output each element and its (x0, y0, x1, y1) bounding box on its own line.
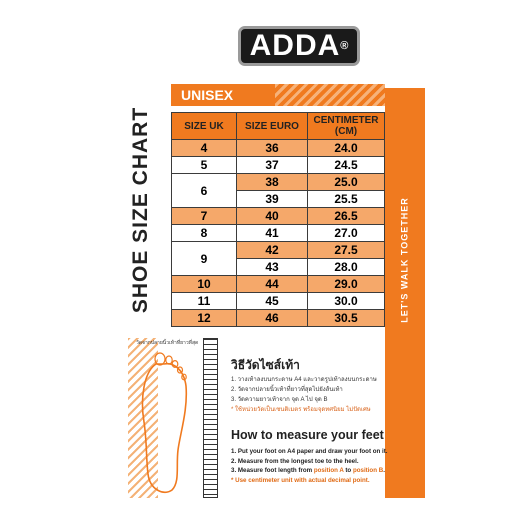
cell-uk: 6 (172, 174, 237, 208)
cell-cm: 27.0 (308, 225, 385, 242)
cell-euro: 39 (237, 191, 308, 208)
cell-uk: 4 (172, 140, 237, 157)
foot-diagram-label: วัดจากปลายนิ้วเท้าที่ยาวที่สุด (136, 340, 199, 346)
category-bar (171, 84, 385, 106)
cell-uk: 12 (172, 310, 237, 327)
cell-cm: 29.0 (308, 276, 385, 293)
cell-cm: 30.5 (308, 310, 385, 327)
category-label: UNISEX (181, 87, 234, 103)
table-row (172, 174, 385, 191)
table-row (172, 140, 385, 157)
cell-cm: 28.0 (308, 259, 385, 276)
size-table (171, 112, 385, 327)
english-step (231, 466, 388, 476)
slogan-text: LET'S WALK TOGETHER (400, 197, 411, 323)
position-b: position B (352, 467, 384, 474)
table-header-row (172, 113, 385, 140)
step3-end: . (383, 467, 385, 474)
english-step: 1. Put your foot on A4 paper and draw your foot on it. (231, 448, 388, 455)
cell-euro: 42 (237, 242, 308, 259)
cell-cm: 27.5 (308, 242, 385, 259)
table-row (172, 276, 385, 293)
cell-euro: 45 (237, 293, 308, 310)
cell-cm: 30.0 (308, 293, 385, 310)
cell-uk: 11 (172, 293, 237, 310)
header-size-euro: SIZE EURO (237, 113, 308, 140)
cell-euro: 37 (237, 157, 308, 174)
cell-uk: 9 (172, 242, 237, 276)
header-centimeter: CENTIMETER (CM) (308, 113, 385, 140)
step3-text: 3. Measure foot length from (231, 467, 314, 474)
cell-euro: 36 (237, 140, 308, 157)
side-title-text: SHOE SIZE CHART (129, 106, 153, 314)
cell-euro: 40 (237, 208, 308, 225)
table-row (172, 310, 385, 327)
cell-cm: 25.5 (308, 191, 385, 208)
brand-name: ADDA (249, 29, 341, 62)
size-chart (171, 80, 385, 330)
english-title: How to measure your feet (231, 428, 384, 442)
english-note: * Use centimeter unit with actual decimal point. (231, 476, 370, 484)
registered-mark: ® (340, 40, 349, 52)
thai-note: * ใช้หน่วยวัดเป็นเซนติเมตร พร้อมจุดทศนิยม ไม่ปัดเศษ (231, 407, 371, 413)
table-row (172, 208, 385, 225)
stripe-decoration (275, 84, 385, 106)
side-title (112, 95, 170, 325)
cell-euro: 41 (237, 225, 308, 242)
cell-euro: 43 (237, 259, 308, 276)
thai-steps (231, 375, 377, 415)
table-row (172, 225, 385, 242)
ruler (203, 338, 218, 498)
thai-title: วิธีวัดไซส์เท้า (231, 358, 300, 372)
english-steps (231, 447, 388, 485)
brand-logo (238, 26, 360, 66)
cell-euro: 38 (237, 174, 308, 191)
cell-uk: 5 (172, 157, 237, 174)
table-row (172, 293, 385, 310)
position-a: position A (313, 467, 344, 474)
cell-uk: 8 (172, 225, 237, 242)
thai-step: 2. วัดจากปลายนิ้วเท้าที่ยาวที่สุดไปยังส้นเท้า (231, 387, 343, 393)
cell-cm: 24.0 (308, 140, 385, 157)
thai-step: 1. วางเท้าลงบนกระดาษ A4 และวาดรูปเท้าลงบนกระดาษ (231, 377, 377, 383)
cell-cm: 26.5 (308, 208, 385, 225)
foot-outline-icon (134, 350, 196, 500)
cell-cm: 24.5 (308, 157, 385, 174)
cell-uk: 7 (172, 208, 237, 225)
cell-uk: 10 (172, 276, 237, 293)
cell-euro: 46 (237, 310, 308, 327)
side-slogan (386, 170, 424, 350)
cell-euro: 44 (237, 276, 308, 293)
header-size-uk: SIZE UK (172, 113, 237, 140)
step3-mid: to (343, 467, 353, 474)
cell-cm: 25.0 (308, 174, 385, 191)
english-step: 2. Measure from the longest toe to the heel. (231, 457, 359, 465)
table-row (172, 242, 385, 259)
thai-step: 3. วัดความยาวเท้าจาก จุด A ไป จุด B (231, 397, 328, 403)
table-row (172, 157, 385, 174)
